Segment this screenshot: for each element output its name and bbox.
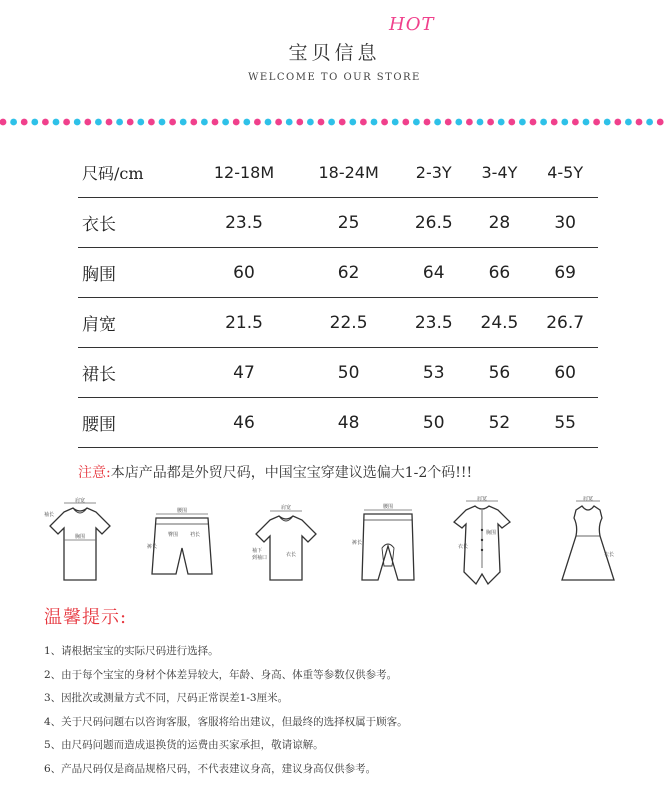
dotted-divider bbox=[0, 117, 669, 127]
divider-dot bbox=[307, 119, 314, 126]
list-item: 4、关于尺码问题右以咨询客服，客服将给出建议，但最终的选择权属于顾客。 bbox=[44, 715, 408, 728]
table-row bbox=[78, 248, 598, 298]
diagram-label: 裆长 bbox=[190, 532, 201, 538]
divider-dot bbox=[0, 119, 6, 126]
table-cell: 23.5 bbox=[192, 198, 297, 248]
divider-dot bbox=[604, 119, 611, 126]
divider-dot bbox=[243, 119, 250, 126]
table-cell: 50 bbox=[296, 348, 401, 398]
table-cell: 64 bbox=[401, 248, 467, 298]
table-cell: 47 bbox=[192, 348, 297, 398]
table-cell: 60 bbox=[192, 248, 297, 298]
page-title: 宝贝信息 bbox=[288, 42, 381, 64]
divider-dot bbox=[106, 119, 113, 126]
diagram-label: 腰围 bbox=[382, 504, 394, 510]
divider-dot bbox=[360, 119, 367, 126]
divider-dot bbox=[477, 119, 484, 126]
table-cell: 55 bbox=[532, 398, 598, 448]
divider-dot bbox=[222, 119, 229, 126]
divider-dot bbox=[381, 119, 388, 126]
table-cell: 46 bbox=[192, 398, 297, 448]
table-row-label: 腰围 bbox=[78, 398, 192, 448]
pants-diagram-icon bbox=[348, 496, 428, 591]
list-item: 5、由尺码问题而造成退换货的运费由买家承担，敬请谅解。 bbox=[44, 739, 324, 751]
divider-dot bbox=[445, 119, 452, 126]
divider-dot bbox=[636, 119, 643, 126]
divider-dot bbox=[21, 119, 28, 126]
divider-dot bbox=[593, 119, 600, 126]
divider-dot bbox=[212, 119, 219, 126]
table-row bbox=[78, 398, 598, 448]
divider-dot bbox=[402, 119, 409, 126]
table-cell: 23.5 bbox=[401, 298, 467, 348]
diagram-label: 衣长 bbox=[458, 544, 469, 550]
diagram-label: 袖长 bbox=[44, 512, 55, 518]
divider-dot bbox=[286, 119, 293, 126]
tips-list bbox=[44, 640, 408, 781]
divider-dot bbox=[31, 119, 38, 126]
table-row bbox=[78, 198, 598, 248]
table-cell: 50 bbox=[401, 398, 467, 448]
size-table bbox=[78, 148, 598, 448]
diagram-label: 肩宽 bbox=[476, 496, 488, 502]
table-row-label: 胸围 bbox=[78, 248, 192, 298]
diagram-label: 肩宽 bbox=[74, 498, 86, 504]
table-cell: 22.5 bbox=[296, 298, 401, 348]
divider-dot bbox=[413, 119, 420, 126]
divider-dot bbox=[148, 119, 155, 126]
divider-dot bbox=[254, 119, 261, 126]
list-item: 1、请根据宝宝的实际尺码进行选择。 bbox=[44, 645, 219, 657]
diagram-label: 裤长 bbox=[352, 540, 363, 546]
romper-diagram-icon bbox=[442, 496, 522, 591]
table-cell: 25 bbox=[296, 198, 401, 248]
divider-dot bbox=[116, 119, 123, 126]
diagram-label: 到袖口 bbox=[252, 555, 268, 561]
divider-dot bbox=[583, 119, 590, 126]
divider-dot bbox=[296, 119, 303, 126]
diagram-label: 胸围 bbox=[486, 530, 497, 536]
divider-dot bbox=[169, 119, 176, 126]
divider-dot bbox=[137, 119, 144, 126]
shorts-diagram-icon bbox=[142, 496, 222, 591]
divider-dot bbox=[265, 119, 272, 126]
divider-dot bbox=[84, 119, 91, 126]
divider-dot bbox=[646, 119, 653, 126]
divider-dot bbox=[190, 119, 197, 126]
divider-dot bbox=[625, 119, 632, 126]
tips-title: 温馨提示: bbox=[44, 607, 128, 628]
tshirt-front-diagram-icon bbox=[246, 496, 326, 591]
size-notice bbox=[78, 462, 472, 482]
table-cell: 53 bbox=[401, 348, 467, 398]
notice-label: 注意: bbox=[78, 465, 111, 481]
divider-dot bbox=[561, 119, 568, 126]
divider-dot bbox=[466, 119, 473, 126]
header bbox=[0, 0, 669, 100]
table-header-cell: 18-24M bbox=[296, 148, 401, 198]
table-cell: 52 bbox=[467, 398, 533, 448]
measurement-diagrams bbox=[40, 496, 640, 591]
diagram-label: 肩宽 bbox=[582, 496, 594, 502]
divider-dot bbox=[328, 119, 335, 126]
divider-dot bbox=[424, 119, 431, 126]
divider-dot bbox=[275, 119, 282, 126]
diagram-label: 裤长 bbox=[147, 544, 158, 550]
divider-dot bbox=[657, 119, 664, 126]
divider-dot bbox=[392, 119, 399, 126]
divider-dot bbox=[434, 119, 441, 126]
divider-dot bbox=[339, 119, 346, 126]
table-row bbox=[78, 298, 598, 348]
table-cell: 24.5 bbox=[467, 298, 533, 348]
divider-dot bbox=[572, 119, 579, 126]
diagram-label: 衣长 bbox=[286, 552, 297, 558]
tshirt-diagram-icon bbox=[40, 496, 120, 591]
divider-dot bbox=[159, 119, 166, 126]
divider-dot bbox=[318, 119, 325, 126]
table-row bbox=[78, 348, 598, 398]
notice-text: 本店产品都是外贸尺码，中国宝宝穿建议选偏大1-2个码!!! bbox=[110, 465, 473, 481]
dress-diagram-icon bbox=[548, 496, 628, 591]
divider-dot bbox=[530, 119, 537, 126]
table-cell: 69 bbox=[532, 248, 598, 298]
hot-badge: HOT bbox=[389, 14, 435, 35]
divider-dot bbox=[201, 119, 208, 126]
divider-dot bbox=[371, 119, 378, 126]
table-cell: 28 bbox=[467, 198, 533, 248]
table-header-cell: 尺码/cm bbox=[78, 148, 192, 198]
divider-dot bbox=[63, 119, 70, 126]
divider-dot bbox=[127, 119, 134, 126]
divider-dot bbox=[42, 119, 49, 126]
table-row-label: 肩宽 bbox=[78, 298, 192, 348]
list-item: 6、产品尺码仅是商品规格尺码，不代表建议身高，建议身高仅供参考。 bbox=[44, 762, 377, 775]
table-header-cell: 2-3Y bbox=[401, 148, 467, 198]
divider-dot bbox=[498, 119, 505, 126]
table-cell: 21.5 bbox=[192, 298, 297, 348]
diagram-label: 臀围 bbox=[168, 532, 179, 538]
divider-dot bbox=[614, 119, 621, 126]
diagram-label: 衣长 bbox=[604, 552, 615, 558]
table-header-cell: 3-4Y bbox=[467, 148, 533, 198]
table-cell: 60 bbox=[532, 348, 598, 398]
diagram-label: 腰围 bbox=[176, 508, 188, 514]
diagram-label: 胸围 bbox=[74, 534, 86, 540]
divider-dot bbox=[74, 119, 81, 126]
divider-dot bbox=[95, 119, 102, 126]
divider-dot bbox=[349, 119, 356, 126]
divider-dot bbox=[540, 119, 547, 126]
diagram-label: 袖下 bbox=[252, 548, 263, 554]
divider-dot bbox=[551, 119, 558, 126]
divider-dot bbox=[455, 119, 462, 126]
table-header-row bbox=[78, 148, 598, 198]
divider-dot bbox=[53, 119, 60, 126]
table-header-cell: 4-5Y bbox=[532, 148, 598, 198]
table-cell: 26.5 bbox=[401, 198, 467, 248]
divider-dot bbox=[487, 119, 494, 126]
divider-dot bbox=[10, 119, 17, 126]
table-cell: 30 bbox=[532, 198, 598, 248]
page-subtitle: WELCOME TO OUR STORE bbox=[248, 72, 421, 83]
table-cell: 26.7 bbox=[532, 298, 598, 348]
diagram-label: 肩宽 bbox=[280, 505, 292, 511]
table-cell: 48 bbox=[296, 398, 401, 448]
list-item: 3、因批次或测量方式不同，尺码正常误差1-3厘米。 bbox=[44, 692, 289, 704]
divider-dot bbox=[233, 119, 240, 126]
table-cell: 62 bbox=[296, 248, 401, 298]
table-row-label: 裙长 bbox=[78, 348, 192, 398]
table-cell: 66 bbox=[467, 248, 533, 298]
table-cell: 56 bbox=[467, 348, 533, 398]
table-row-label: 衣长 bbox=[78, 198, 192, 248]
divider-dot bbox=[180, 119, 187, 126]
divider-dot bbox=[519, 119, 526, 126]
divider-dot bbox=[508, 119, 515, 126]
table-header-cell: 12-18M bbox=[192, 148, 297, 198]
list-item: 2、由于每个宝宝的身材个体差异较大，年龄、身高、体重等参数仅供参考。 bbox=[44, 668, 398, 681]
